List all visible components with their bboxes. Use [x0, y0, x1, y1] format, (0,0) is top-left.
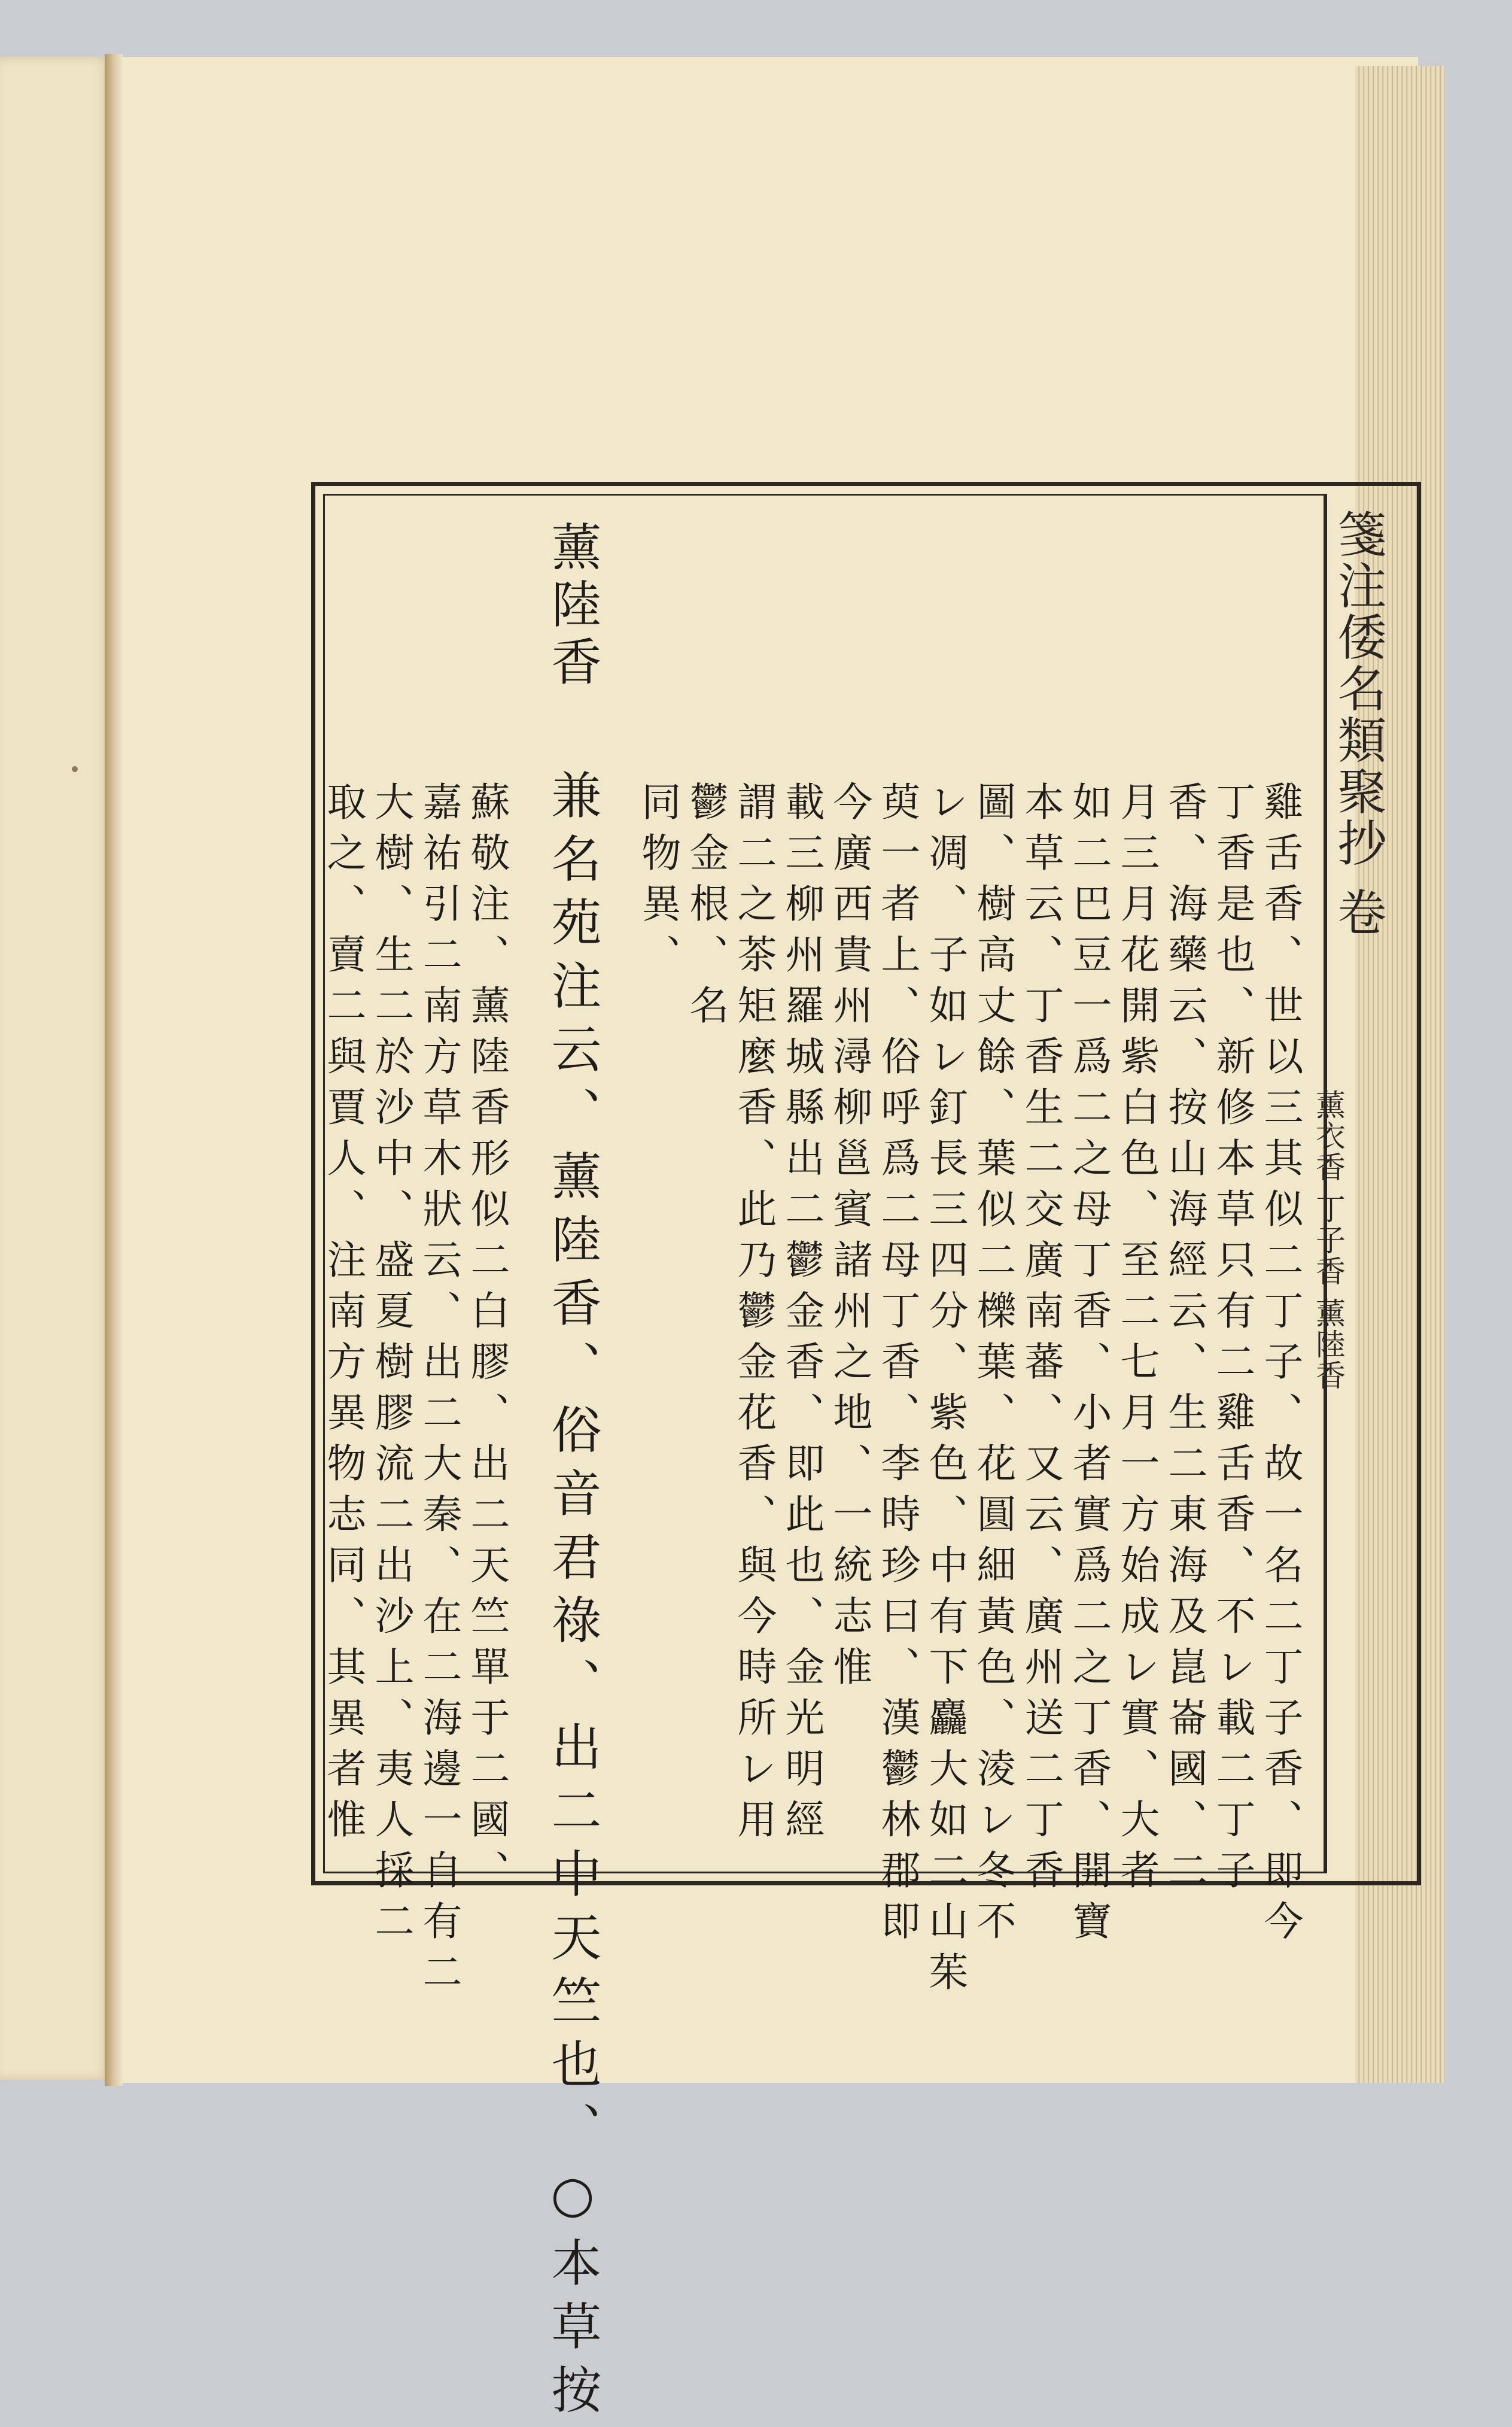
- paper-spot: [72, 766, 78, 772]
- text-column-2: 丁香是也、新修本草只有二雞舌香、不レ載二丁子: [1209, 781, 1255, 1900]
- text-column-14: 同物異、: [635, 781, 681, 985]
- entry-heading: 薰陸香: [543, 521, 602, 693]
- text-column-10: 今廣西貴州潯柳邕賓諸州之地、一統志惟: [826, 781, 872, 1697]
- text-column-8: レ凋、子如レ釘長三四分、紫色、中有下麤大如二山茱: [922, 781, 968, 2002]
- text-column-11: 載三柳州羅城縣出二鬱金香、即此也、金光明經: [778, 781, 825, 1849]
- text-column-3: 香、海藥云、按山海經云、生二東海及崑崙國、二: [1161, 781, 1207, 1900]
- text-column-6: 本草云、丁香生二交廣南蕃、又云、廣州送二丁香: [1018, 781, 1064, 1900]
- entry-text-column-1: 蘇敬注、薰陸香形似二白膠、出二天竺單于二國、: [464, 781, 510, 1900]
- text-column-4: 月三月花開紫白色、至二七月一方始成レ實、大者: [1114, 781, 1160, 1900]
- facing-page-left: [0, 57, 111, 2080]
- entry-text-column-2: 嘉祐引二南方草木狀云、出二大秦、在二海邊一自有二: [416, 781, 462, 2002]
- book-gutter: [105, 54, 123, 2086]
- entry-main-text: 兼名苑注云、薰陸香、俗音君祿、出二中天竺也、○本草按: [543, 769, 602, 2427]
- entry-text-column-4: 取之、賣二與賈人、注南方異物志同、其異者惟: [320, 781, 366, 1849]
- text-column-5: 如二巴豆一爲二之母丁香、小者實爲二之丁香、開寶: [1066, 781, 1112, 1951]
- book-title: 箋注倭名類聚抄 卷: [1330, 509, 1386, 939]
- text-column-7: 圖、樹高丈餘、葉似二櫟葉、花圓細黃色、淩レ冬不: [970, 781, 1016, 1951]
- text-column-9: 萸一者上、俗呼爲二母丁香、李時珍曰、漢鬱林郡即: [874, 781, 920, 1951]
- entry-text-column-3: 大樹、生二於沙中、盛夏樹膠流二出沙上、夷人採二: [368, 781, 414, 1951]
- text-column-12: 謂二之茶矩麼香、此乃鬱金花香、與今時所レ用: [731, 781, 777, 1849]
- section-labels: 薰衣香 丁子香 薰陸香: [1311, 1089, 1346, 1391]
- text-column-13: 鬱金根、名: [683, 781, 729, 1035]
- text-column-1: 雞舌香、世以三其似二丁子、故一名二丁子香、即今: [1257, 781, 1303, 1951]
